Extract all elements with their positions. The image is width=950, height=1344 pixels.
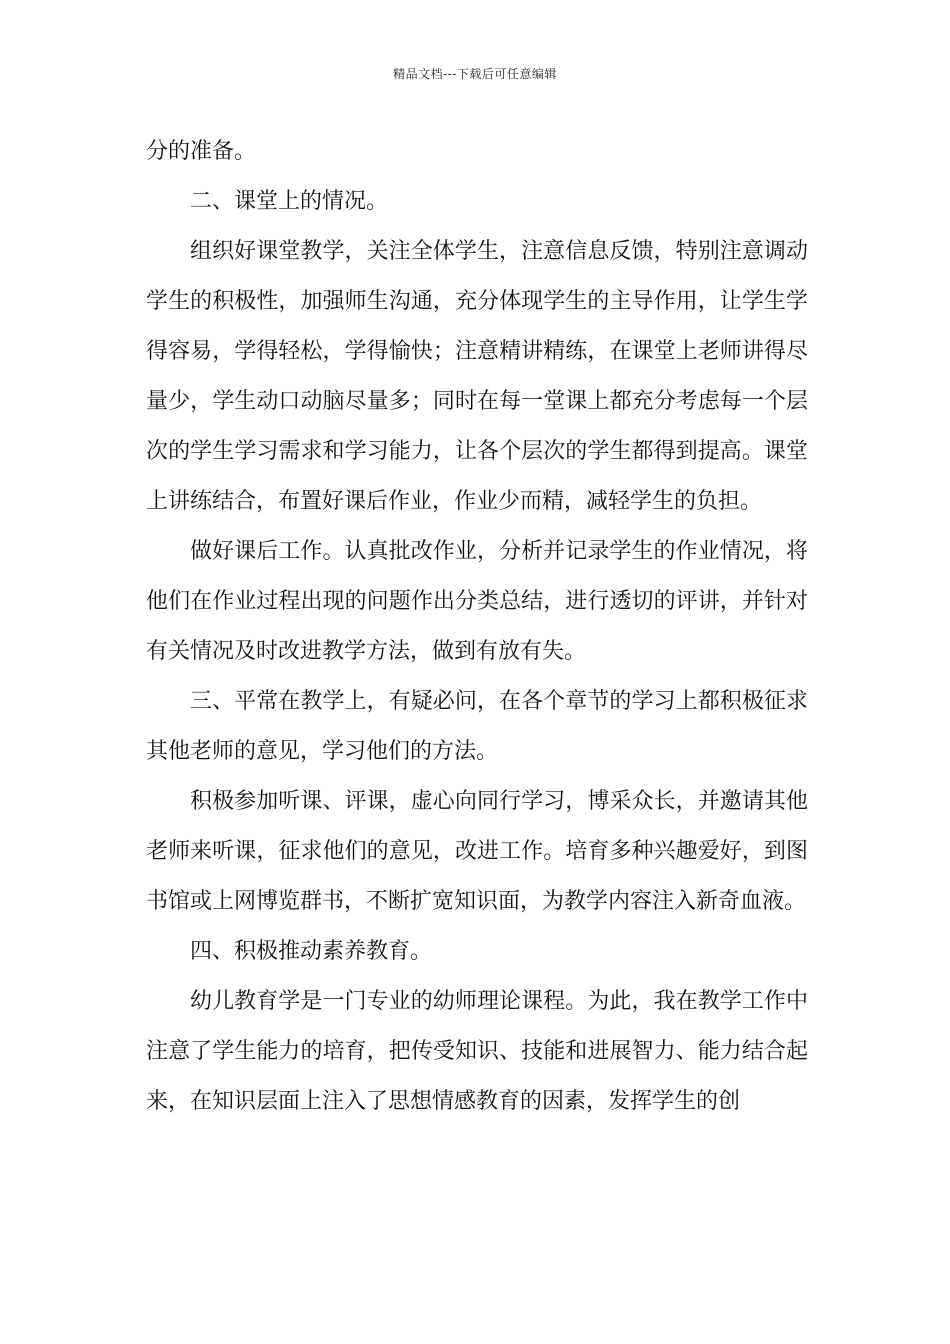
paragraph-continuation: 分的准备。	[146, 139, 257, 164]
page-header: 精品文档---下载后可任意编辑	[393, 67, 557, 81]
document-body	[146, 127, 808, 1127]
paragraph-quality-education: 幼儿教育学是一门专业的幼师理论课程。为此，我在教学工作中注意了学生能力的培育，把传受知识、技能和进展智力、能力结合起来，在知识层面上注入了思想情感教育的因素，发挥学生的创	[146, 989, 808, 1114]
paragraph-after-class: 做好课后工作。认真批改作业，分析并记录学生的作业情况，将他们在作业过程出现的问题作出分类总结，进行透切的评讲，并针对有关情况及时改进教学方法，做到有放有失。	[146, 539, 808, 664]
section-heading-2: 二、课堂上的情况。	[190, 189, 389, 214]
section-heading-3: 三、平常在教学上，有疑必问，在各个章节的学习上都积极征求其他老师的意见，学习他们的方法。	[146, 689, 808, 764]
paragraph-learning: 积极参加听课、评课，虚心向同行学习，博采众长，并邀请其他老师来听课，征求他们的意见，改进工作。培育多种兴趣爱好，到图书馆或上网博览群书，不断扩宽知识面，为教学内容注入新奇血液。	[146, 789, 808, 914]
paragraph-classroom: 组织好课堂教学，关注全体学生，注意信息反馈，特别注意调动学生的积极性，加强师生沟通，充分体现学生的主导作用，让学生学得容易，学得轻松，学得愉快；注意精讲精练，在课堂上老师讲得尽量少，学生动口动脑尽量多；同时在每一堂课上都充分考虑每一个层次的学生学习需求和学习能力，让各个层次的学生都得到提高。课堂上讲练结合，布置好课后作业，作业少而精，减轻学生的负担。	[146, 239, 808, 514]
section-heading-4: 四、积极推动素养教育。	[190, 939, 433, 964]
